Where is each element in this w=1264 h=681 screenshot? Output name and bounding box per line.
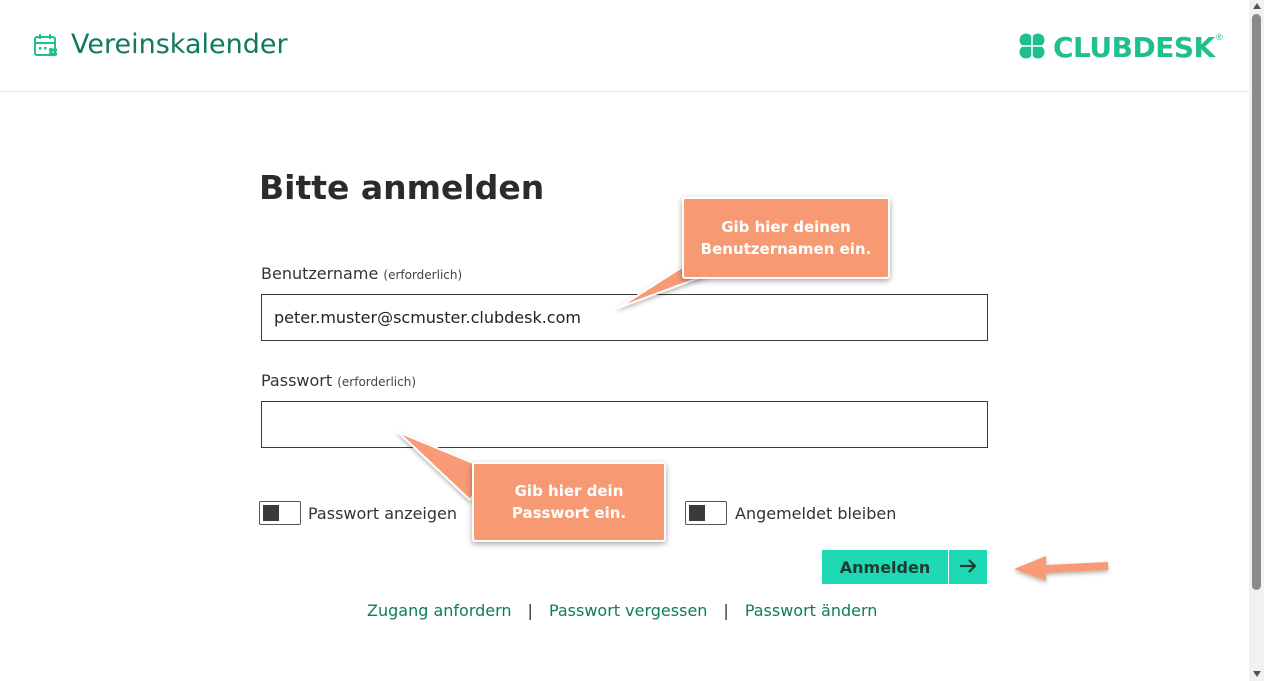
username-label-text: Benutzername — [261, 264, 379, 283]
username-label — [261, 264, 462, 283]
scroll-down-icon[interactable] — [1253, 671, 1261, 677]
username-callout-line1: Gib hier deinen — [721, 218, 851, 236]
username-required-hint: (erforderlich) — [383, 268, 463, 282]
password-callout — [472, 462, 666, 542]
password-label-text: Passwort — [261, 371, 333, 390]
request-access-link[interactable]: Zugang anfordern — [367, 601, 512, 620]
password-label — [261, 371, 416, 390]
forgot-password-link[interactable]: Passwort vergessen — [548, 601, 708, 620]
link-separator: | — [527, 601, 533, 620]
page-title: Bitte anmelden — [259, 168, 545, 207]
password-required-hint: (erforderlich) — [337, 375, 417, 389]
show-password-label: Passwort anzeigen — [308, 504, 457, 523]
arrow-right-icon — [949, 550, 987, 584]
scroll-thumb[interactable] — [1252, 14, 1261, 590]
login-button[interactable]: Anmelden — [822, 550, 948, 584]
scroll-up-icon[interactable] — [1253, 3, 1261, 9]
toggle-knob — [263, 505, 279, 521]
login-arrow-button[interactable] — [949, 550, 987, 584]
password-input[interactable] — [261, 401, 988, 448]
link-separator: | — [723, 601, 729, 620]
vertical-scrollbar[interactable] — [1249, 0, 1264, 681]
logo-registered-mark: ® — [1216, 32, 1223, 42]
login-pointer-arrow — [1014, 556, 1108, 581]
change-password-link[interactable]: Passwort ändern — [744, 601, 878, 620]
app-title: Vereinskalender — [71, 29, 288, 60]
stay-logged-in-toggle[interactable] — [685, 501, 727, 525]
toggle-knob — [689, 505, 705, 521]
password-callout-line1: Gib hier dein — [514, 482, 624, 500]
username-input[interactable] — [261, 294, 988, 341]
calendar-clover-icon — [33, 33, 59, 59]
username-value: peter.muster@scmuster.clubdesk.com — [274, 308, 581, 327]
clover-icon — [1016, 30, 1048, 62]
password-callout-line2: Passwort ein. — [511, 504, 627, 522]
show-password-toggle[interactable] — [259, 501, 301, 525]
stay-logged-in-label: Angemeldet bleiben — [735, 504, 897, 523]
logo-text: CLUBDESK — [1053, 31, 1215, 64]
app-header — [0, 0, 1249, 92]
account-links — [367, 601, 877, 620]
username-callout-line2: Benutzernamen ein. — [700, 240, 872, 258]
username-callout — [682, 197, 890, 279]
